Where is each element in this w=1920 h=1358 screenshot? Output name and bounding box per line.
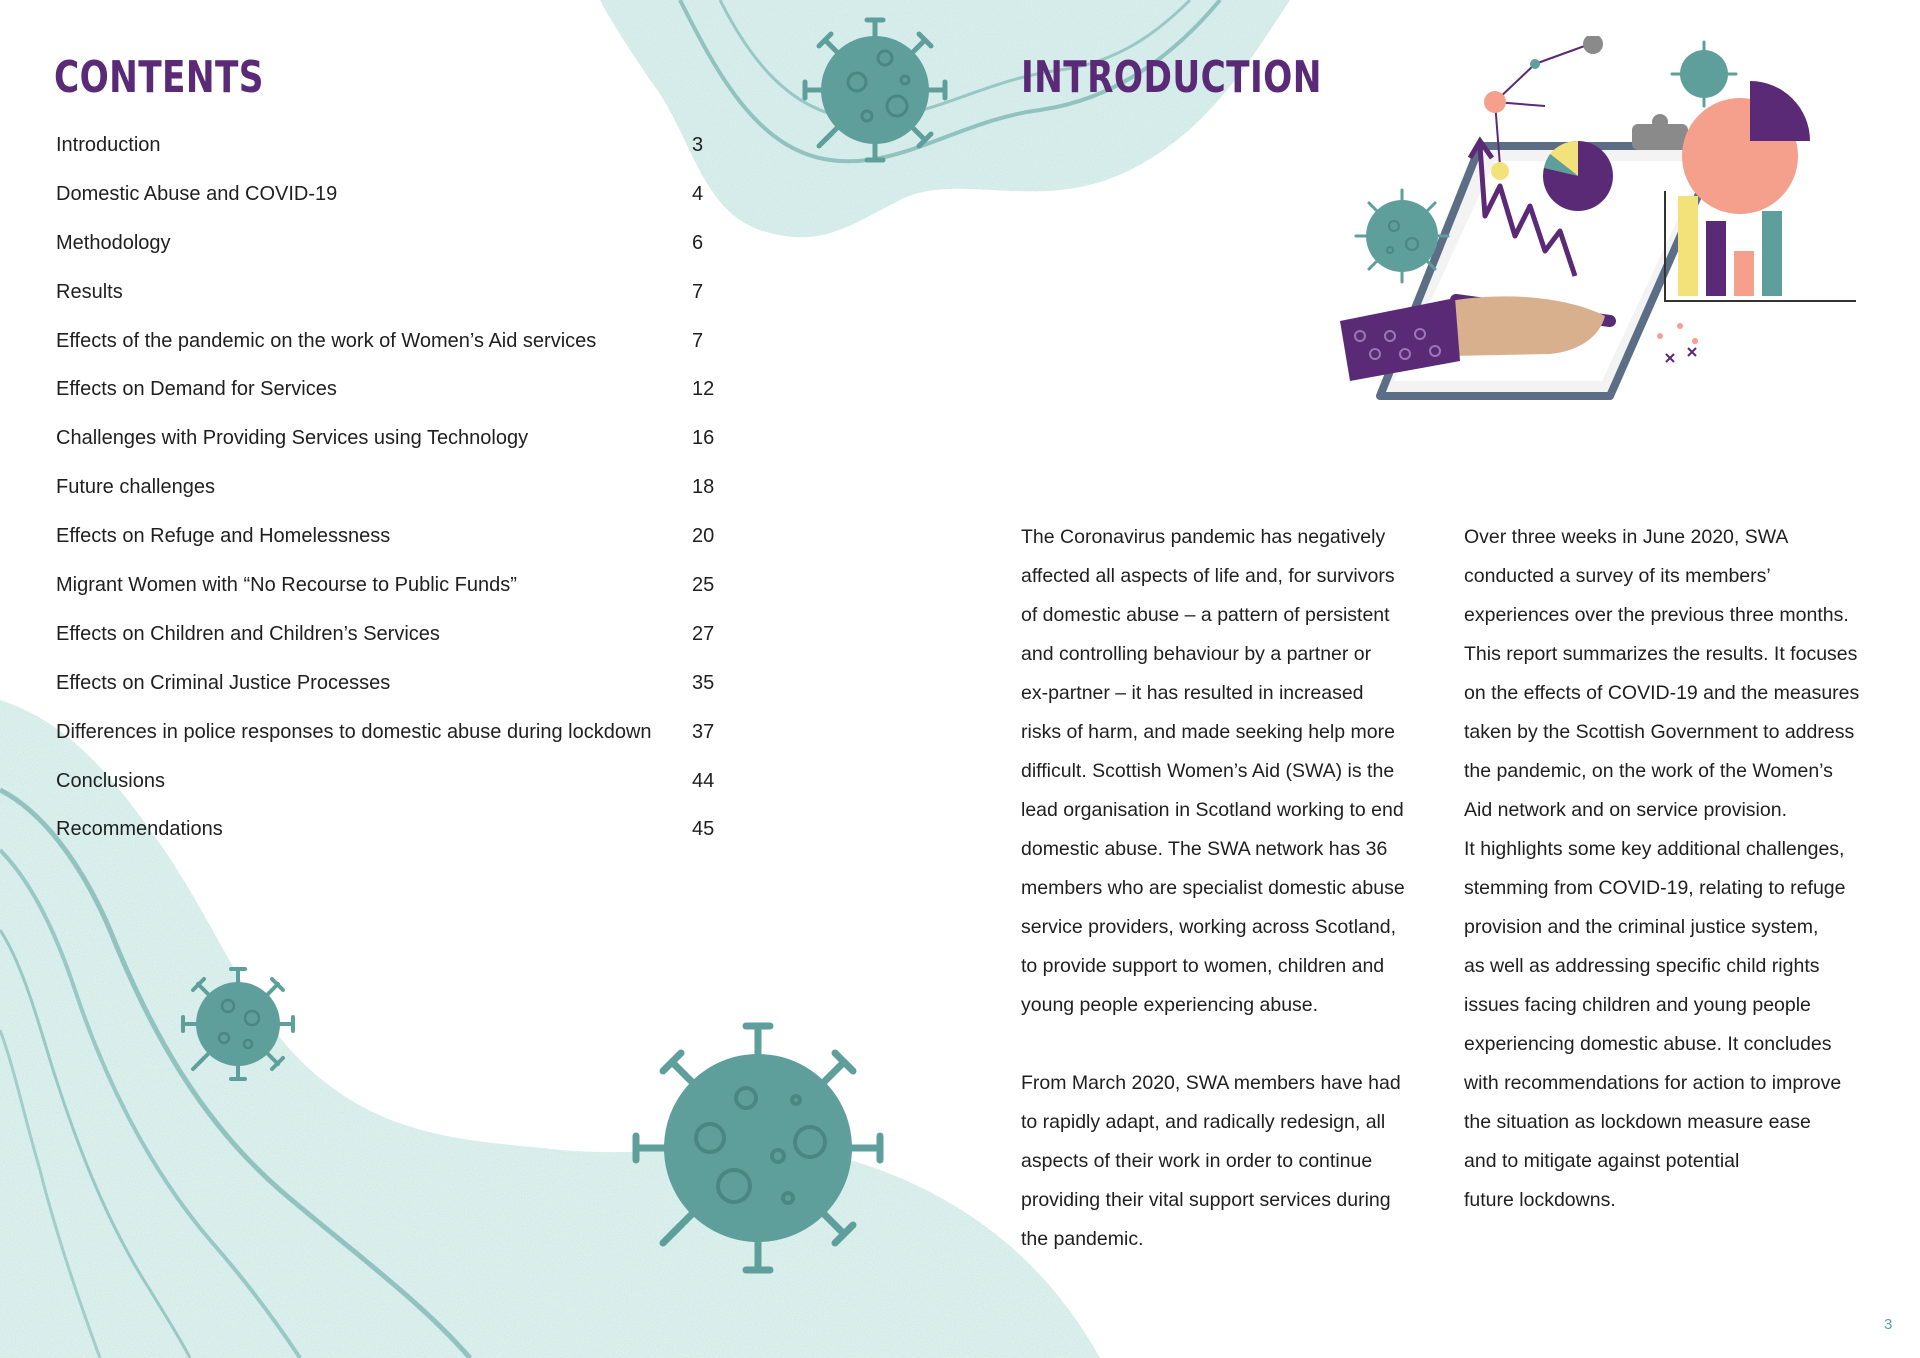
toc-item[interactable] <box>56 463 716 512</box>
toc-item-page: 45 <box>692 818 715 841</box>
toc-item[interactable] <box>56 219 716 268</box>
text-line: as well as addressing specific child rights <box>1464 955 1820 977</box>
toc-item-label: Domestic Abuse and COVID-19 <box>56 182 338 205</box>
toc-item-label: Effects of the pandemic on the work of Women’s Aid services <box>56 329 597 352</box>
toc-item-label: Recommendations <box>56 818 223 841</box>
toc-item[interactable] <box>56 659 716 708</box>
text-line: to provide support to women, children and <box>1021 955 1385 977</box>
page-number: 3 <box>1884 1316 1893 1333</box>
intro-paragraph-2 <box>1021 1064 1431 1259</box>
toc-item[interactable] <box>56 268 716 317</box>
toc-item-page: 16 <box>692 427 715 450</box>
toc-item[interactable] <box>56 805 716 854</box>
toc-item-label: Effects on Demand for Services <box>56 378 337 401</box>
text-line: The Coronavirus pandemic has negatively <box>1021 526 1386 548</box>
text-line: with recommendations for action to improve <box>1464 1072 1842 1094</box>
toc-item-label: Migrant Women with “No Recourse to Public Funds” <box>56 573 517 596</box>
introduction-heading: INTRODUCTION <box>1021 52 1322 103</box>
toc-item-page: 12 <box>692 378 715 401</box>
text-line: risks of harm, and made seeking help more <box>1021 721 1395 743</box>
toc-item-page: 6 <box>692 231 704 254</box>
toc-item-label: Differences in police responses to domestic abuse during lockdown <box>56 720 652 743</box>
toc-item[interactable] <box>56 757 716 806</box>
toc-item-page: 7 <box>692 329 704 352</box>
toc-item-page: 7 <box>692 280 704 303</box>
toc-item-label: Effects on Refuge and Homelessness <box>56 525 391 548</box>
toc-item-page: 37 <box>692 720 715 743</box>
text-line: issues facing children and young people <box>1464 994 1811 1016</box>
toc-item-label: Effects on Criminal Justice Processes <box>56 671 391 694</box>
toc-item-page: 25 <box>692 573 715 596</box>
text-line: of domestic abuse – a pattern of persistent <box>1021 604 1390 626</box>
text-line: taken by the Scottish Government to address <box>1464 721 1855 743</box>
contents-heading: CONTENTS <box>54 52 264 103</box>
text-line: aspects of their work in order to continue <box>1021 1150 1373 1172</box>
toc-item-page: 4 <box>692 182 704 205</box>
toc-item-label: Challenges with Providing Services using Technology <box>56 427 529 450</box>
text-line: ex-partner – it has resulted in increased <box>1021 682 1364 704</box>
toc-item-page: 18 <box>692 476 715 499</box>
text-line: experiences over the previous three months. <box>1464 604 1849 626</box>
intro-right-column <box>1464 518 1904 1220</box>
intro-left-column <box>1021 518 1431 1259</box>
text-line: From March 2020, SWA members have had <box>1021 1072 1401 1094</box>
table-of-contents <box>56 121 716 854</box>
toc-item-page: 27 <box>692 622 715 645</box>
text-line: to rapidly adapt, and radically redesign, all <box>1021 1111 1386 1133</box>
toc-item-page: 44 <box>692 769 715 792</box>
text-line: experiencing domestic abuse. It concludes <box>1464 1033 1832 1055</box>
toc-item-label: Conclusions <box>56 769 165 792</box>
toc-item[interactable] <box>56 170 716 219</box>
text-line: difficult. Scottish Women’s Aid (SWA) is the <box>1021 760 1395 782</box>
text-line: and controlling behaviour by a partner or <box>1021 643 1372 665</box>
text-line: This report summarizes the results. It focuses <box>1464 643 1858 665</box>
text-line: service providers, working across Scotland, <box>1021 916 1396 938</box>
chart-illustration <box>1280 36 1856 426</box>
text-line: stemming from COVID-19, relating to refuge <box>1464 877 1846 899</box>
text-line: Aid network and on service provision. <box>1464 799 1787 821</box>
toc-item-page: 20 <box>692 525 715 548</box>
text-line: members who are specialist domestic abuse <box>1021 877 1405 899</box>
intro-paragraph-1 <box>1021 518 1431 1025</box>
text-line: provision and the criminal justice system, <box>1464 916 1819 938</box>
text-line: and to mitigate against potential <box>1464 1150 1740 1172</box>
toc-item-page: 3 <box>692 133 704 156</box>
text-line: providing their vital support services during <box>1021 1189 1391 1211</box>
virus-icon <box>183 969 293 1079</box>
virus-icon <box>805 20 945 160</box>
toc-item[interactable] <box>56 317 716 366</box>
toc-item-label: Results <box>56 280 123 303</box>
text-line: lead organisation in Scotland working to end <box>1021 799 1404 821</box>
toc-item[interactable] <box>56 414 716 463</box>
toc-item[interactable] <box>56 561 716 610</box>
text-line: the situation as lockdown measure ease <box>1464 1111 1811 1133</box>
toc-item-label: Future challenges <box>56 476 215 499</box>
text-line: on the effects of COVID-19 and the measures <box>1464 682 1860 704</box>
toc-item[interactable] <box>56 121 716 170</box>
toc-item-page: 35 <box>692 671 715 694</box>
text-line: conducted a survey of its members’ <box>1464 565 1771 587</box>
text-line: Over three weeks in June 2020, SWA <box>1464 526 1789 548</box>
toc-item[interactable] <box>56 365 716 414</box>
toc-item-label: Effects on Children and Children’s Services <box>56 622 440 645</box>
toc-item-label: Methodology <box>56 231 171 254</box>
text-line: young people experiencing abuse. <box>1021 994 1319 1016</box>
text-line: the pandemic. <box>1021 1228 1144 1250</box>
text-line: the pandemic, on the work of the Women’s <box>1464 760 1833 782</box>
toc-item[interactable] <box>56 708 716 757</box>
virus-icon <box>636 1026 880 1270</box>
toc-item-label: Introduction <box>56 133 161 156</box>
text-line: future lockdowns. <box>1464 1189 1616 1211</box>
toc-item[interactable] <box>56 512 716 561</box>
text-line: It highlights some key additional challenges, <box>1464 838 1845 860</box>
text-line: affected all aspects of life and, for survivors <box>1021 565 1395 587</box>
toc-item[interactable] <box>56 610 716 659</box>
intro-paragraph-3 <box>1464 518 1904 1220</box>
text-line: domestic abuse. The SWA network has 36 <box>1021 838 1388 860</box>
